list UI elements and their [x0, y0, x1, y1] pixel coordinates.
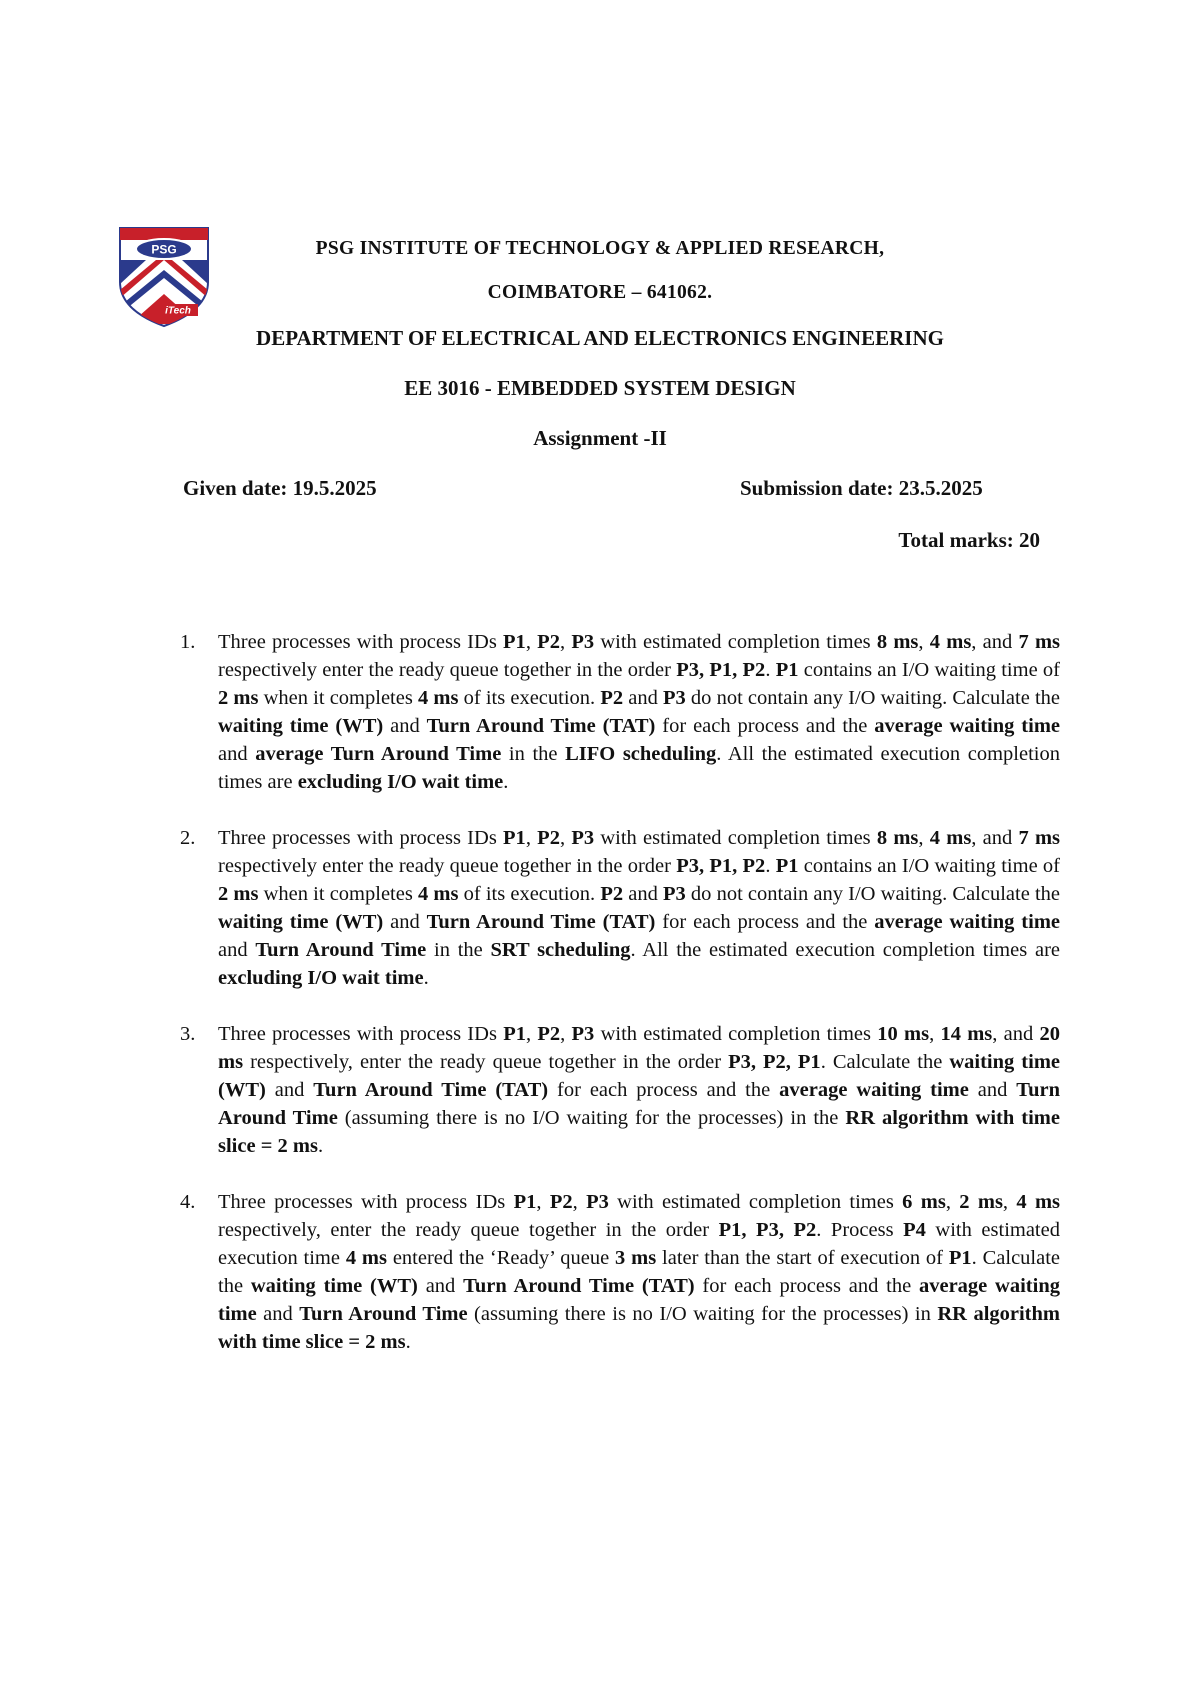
- question-text-bold: P2: [537, 827, 560, 849]
- question-text-bold: P3, P1, P2: [676, 855, 766, 877]
- submission-date: Submission date: 23.5.2025: [740, 476, 983, 500]
- question-text-bold: average waiting time: [779, 1079, 969, 1101]
- question-text-segment: respectively, enter the ready queue together in the order: [218, 1219, 719, 1241]
- question-text-segment: Three processes with process IDs: [218, 827, 504, 849]
- question-text-segment: entered the ‘Ready’ queue: [386, 1247, 616, 1269]
- question-text-segment: .: [317, 1135, 324, 1157]
- question-text-bold: P1: [503, 827, 526, 849]
- question-text-bold: 4 ms: [417, 883, 459, 905]
- question-text-segment: with estimated completion times: [594, 827, 877, 849]
- question-text-bold: 2 ms: [218, 687, 259, 709]
- question-text-bold: 4 ms: [1016, 1191, 1061, 1213]
- question-text-bold: 14 ms: [940, 1023, 993, 1045]
- question-text-bold: RR algorithm with time slice = 2 ms: [218, 1107, 1060, 1157]
- question-text-bold: 4 ms: [929, 631, 972, 653]
- question-number: 3.: [180, 1023, 196, 1045]
- question-text-segment: Three processes with process IDs: [218, 1191, 514, 1213]
- question-text-segment: ,: [1002, 1191, 1017, 1213]
- question-text-bold: P3: [571, 631, 595, 653]
- question-text-segment: ,: [572, 1191, 587, 1213]
- question-text-segment: ,: [536, 1191, 550, 1213]
- question-text-segment: (assuming there is no I/O waiting for the processes) in: [467, 1303, 938, 1325]
- question-text-bold: RR algorithm with time slice = 2 ms: [218, 1303, 1060, 1353]
- question-text-bold: P1: [503, 631, 526, 653]
- question-text-segment: for each process and the: [694, 1275, 919, 1297]
- question-text-segment: in the: [501, 743, 566, 765]
- question-text: [218, 1191, 1060, 1353]
- question-text-segment: .: [765, 855, 776, 877]
- question-text-segment: ,: [918, 631, 930, 653]
- question-text-bold: Turn Around Time (TAT): [426, 911, 656, 933]
- question-text-bold: Turn Around Time (TAT): [463, 1275, 695, 1297]
- question-text-segment: ,: [918, 827, 930, 849]
- question-text-segment: with estimated completion times: [594, 1023, 878, 1045]
- question-text-segment: . Calculate the: [218, 1247, 1061, 1297]
- question-text-segment: . All the estimated execution completion times are: [218, 743, 1060, 793]
- question-list: [180, 628, 1060, 1384]
- question-text-bold: P2: [600, 883, 624, 905]
- question-text-bold: P2: [537, 1023, 561, 1045]
- question-text-bold: 7 ms: [1018, 827, 1061, 849]
- question-text-segment: with estimated execution time: [218, 1219, 1060, 1269]
- course-title: EE 3016 - EMBEDDED SYSTEM DESIGN: [404, 376, 796, 400]
- question-text-bold: Turn Around Time: [255, 939, 427, 961]
- question-text-segment: ,: [560, 1023, 572, 1045]
- question-text-segment: and: [623, 883, 663, 905]
- question-text-segment: , and: [992, 1023, 1040, 1045]
- question-text-segment: and: [383, 715, 427, 737]
- question-text-segment: and: [623, 687, 663, 709]
- logo-text-psg: PSG: [151, 242, 177, 257]
- question-text-segment: ,: [945, 1191, 960, 1213]
- question-text-segment: ,: [525, 1023, 538, 1045]
- question-text-segment: contains an I/O waiting time of: [798, 855, 1061, 877]
- question-text-bold: P2: [537, 631, 560, 653]
- question-text-segment: Three processes with process IDs: [218, 1023, 504, 1045]
- question-text-bold: excluding I/O wait time: [218, 967, 424, 989]
- question-text-segment: . All the estimated execution completion times are: [630, 939, 1060, 961]
- question-text-bold: 4 ms: [345, 1247, 387, 1269]
- question-text-bold: 4 ms: [929, 827, 972, 849]
- question-text-segment: and: [218, 743, 256, 765]
- question-item: [180, 628, 1060, 796]
- question-text-segment: contains an I/O waiting time of: [798, 659, 1061, 681]
- question-text-bold: 7 ms: [1018, 631, 1061, 653]
- question-item: [180, 1020, 1060, 1160]
- question-text-bold: P1: [503, 1023, 526, 1045]
- question-text-bold: Turn Around Time (TAT): [426, 715, 656, 737]
- question-text-segment: ,: [559, 827, 572, 849]
- question-text-bold: average waiting time: [874, 911, 1060, 933]
- question-text-bold: 3 ms: [615, 1247, 657, 1269]
- given-date: Given date: 19.5.2025: [183, 476, 377, 500]
- question-text-segment: later than the start of execution of: [656, 1247, 949, 1269]
- question-text-segment: and: [256, 1303, 300, 1325]
- assignment-title: Assignment -II: [533, 426, 667, 450]
- question-text-segment: in the: [426, 939, 491, 961]
- question-text-segment: .: [503, 771, 509, 793]
- question-text-bold: 8 ms: [876, 631, 919, 653]
- question-text-segment: respectively enter the ready queue together in the order: [218, 659, 677, 681]
- question-text-bold: P1: [775, 855, 799, 877]
- question-number: 2.: [180, 827, 196, 849]
- question-text-segment: do not contain any I/O waiting. Calculate the: [685, 883, 1061, 905]
- question-text-bold: excluding I/O wait time: [297, 771, 504, 793]
- question-text-segment: of its execution.: [458, 883, 601, 905]
- question-text-segment: when it completes: [258, 883, 418, 905]
- question-text-segment: for each process and the: [655, 911, 875, 933]
- question-text-bold: 10 ms: [877, 1023, 930, 1045]
- question-text-bold: waiting time (WT): [218, 911, 384, 933]
- question-text-bold: 8 ms: [876, 827, 919, 849]
- department-name: DEPARTMENT OF ELECTRICAL AND ELECTRONICS ENGINEERING: [256, 326, 944, 350]
- question-text-segment: Three processes with process IDs: [218, 631, 504, 653]
- question-text-segment: do not contain any I/O waiting. Calculate the: [685, 687, 1061, 709]
- question-text-bold: 2 ms: [959, 1191, 1003, 1213]
- question-text-bold: Turn Around Time: [299, 1303, 468, 1325]
- question-text: [218, 827, 1060, 989]
- question-text-segment: with estimated completion times: [608, 1191, 903, 1213]
- question-text-bold: Turn Around Time: [218, 1079, 1060, 1129]
- question-text-bold: SRT scheduling: [490, 939, 631, 961]
- question-text-segment: and: [218, 939, 256, 961]
- question-text-bold: P2: [549, 1191, 573, 1213]
- question-text-segment: ,: [559, 631, 572, 653]
- question-text-segment: for each process and the: [655, 715, 875, 737]
- question-text-bold: P4: [903, 1219, 926, 1241]
- question-text: [218, 1023, 1060, 1157]
- question-text-bold: P3, P2, P1: [728, 1051, 821, 1073]
- question-text-segment: with estimated completion times: [594, 631, 877, 653]
- question-text-segment: for each process and the: [548, 1079, 780, 1101]
- institute-name: PSG INSTITUTE OF TECHNOLOGY & APPLIED RESEARCH,: [315, 238, 885, 259]
- question-text-bold: P1: [948, 1247, 972, 1269]
- question-text-bold: 4 ms: [417, 687, 459, 709]
- question-text-segment: ,: [525, 631, 538, 653]
- question-text-segment: respectively enter the ready queue together in the order: [218, 855, 677, 877]
- question-text-segment: . Process: [816, 1219, 904, 1241]
- question-text-bold: waiting time (WT): [218, 715, 384, 737]
- question-text-segment: and: [383, 911, 427, 933]
- total-marks: Total marks: 20: [898, 528, 1040, 552]
- question-text-bold: P3: [571, 1023, 595, 1045]
- question-item: [180, 824, 1060, 992]
- question-text-segment: and: [968, 1079, 1017, 1101]
- question-text-segment: .: [765, 659, 776, 681]
- question-number: 1.: [180, 631, 196, 653]
- logo-text-itech: iTech: [165, 305, 191, 317]
- question-text-bold: waiting time (WT): [218, 1051, 1060, 1101]
- question-text-segment: ,: [525, 827, 538, 849]
- question-text-segment: ,: [929, 1023, 941, 1045]
- question-text-segment: respectively, enter the ready queue together in the order: [243, 1051, 729, 1073]
- institute-city: COIMBATORE – 641062.: [487, 282, 713, 303]
- question-text-bold: 20 ms: [218, 1023, 1061, 1073]
- question-text-bold: 6 ms: [902, 1191, 946, 1213]
- question-text-segment: of its execution.: [458, 687, 601, 709]
- question-text-bold: 2 ms: [218, 883, 259, 905]
- question-text-segment: (assuming there is no I/O waiting for the processes) in the: [337, 1107, 846, 1129]
- question-text-bold: average waiting time: [874, 715, 1060, 737]
- question-item: [180, 1188, 1060, 1356]
- question-text-bold: average waiting time: [218, 1275, 1060, 1325]
- question-text-segment: .: [423, 967, 429, 989]
- question-text-segment: and: [265, 1079, 314, 1101]
- question-text-bold: P3: [586, 1191, 609, 1213]
- question-text-bold: P3, P1, P2: [676, 659, 766, 681]
- question-text-segment: , and: [971, 827, 1019, 849]
- question-text-bold: waiting time (WT): [250, 1275, 418, 1297]
- question-text-segment: when it completes: [258, 687, 418, 709]
- question-text-bold: P2: [600, 687, 624, 709]
- question-text: [218, 631, 1060, 793]
- question-number: 4.: [180, 1191, 196, 1213]
- question-text-bold: P1: [775, 659, 799, 681]
- question-text-segment: .: [405, 1331, 411, 1353]
- question-text-bold: P3: [663, 687, 686, 709]
- question-text-segment: . Calculate the: [820, 1051, 950, 1073]
- question-text-bold: P3: [663, 883, 686, 905]
- question-text-bold: Turn Around Time (TAT): [313, 1079, 549, 1101]
- question-text-bold: P1, P3, P2: [718, 1219, 817, 1241]
- question-text-bold: average Turn Around Time: [255, 743, 502, 765]
- question-text-segment: and: [417, 1275, 464, 1297]
- question-text-segment: , and: [971, 631, 1019, 653]
- question-text-bold: P1: [513, 1191, 537, 1213]
- question-text-bold: P3: [571, 827, 595, 849]
- question-text-bold: LIFO scheduling: [565, 743, 717, 765]
